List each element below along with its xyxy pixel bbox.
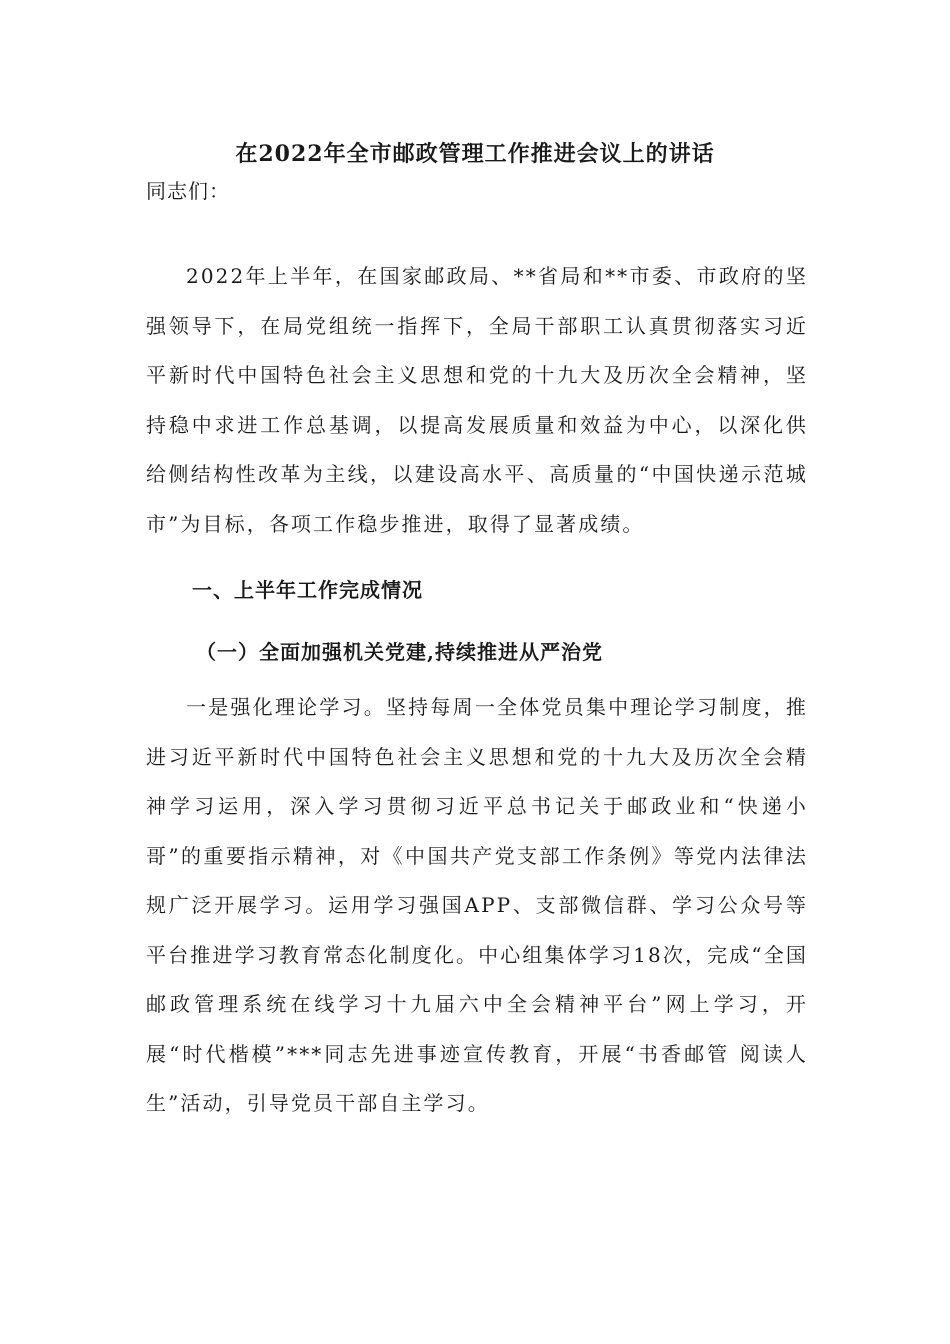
subsection-heading: （一）全面加强机关党建,持续推进从严治党 xyxy=(196,640,603,664)
paragraph-intro: 2022年上半年，在国家邮政局、**省局和**市委、市政府的坚强领导下，在局党组统一指挥下，全局干部职工认真贯彻落实习近平新时代中国特色社会主义思想和党的十九大及历次全会精神，坚持稳中求进工作总基调，以提高发展质量和效益为中心，以深化供给侧结构性改革为主线，以建设高水平、高质量的“中国快递示范城市”为目标，各项工作稳步推进，取得了显著成绩。 xyxy=(146,264,808,536)
section-heading: 一、上半年工作完成情况 xyxy=(192,578,423,602)
paragraph-theory-study: 一是强化理论学习。坚持每周一全体党员集中理论学习制度，推进习近平新时代中国特色社会主义思想和党的十九大及历次全会精神学习运用，深入学习贯彻习近平总书记关于邮政业和“快递小哥”的重要指示精神，对《中国共产党支部工作条例》等党内法律法规广泛开展学习。运用学习强国APP、支部微信群、学习公众号等平台推进学习教育常态化制度化。中心组集体学习18次，完成“全国邮政管理系统在线学习十九届六中全会精神平台”网上学习，开展“时代楷模”***同志先进事迹宣传教育，开展“书香邮管 阅读人生”活动，引导党员干部自主学习。 xyxy=(146,695,808,1115)
document-title: 在2022年全市邮政管理工作推进会议上的讲话 xyxy=(235,141,715,167)
salutation: 同志们： xyxy=(146,179,230,203)
